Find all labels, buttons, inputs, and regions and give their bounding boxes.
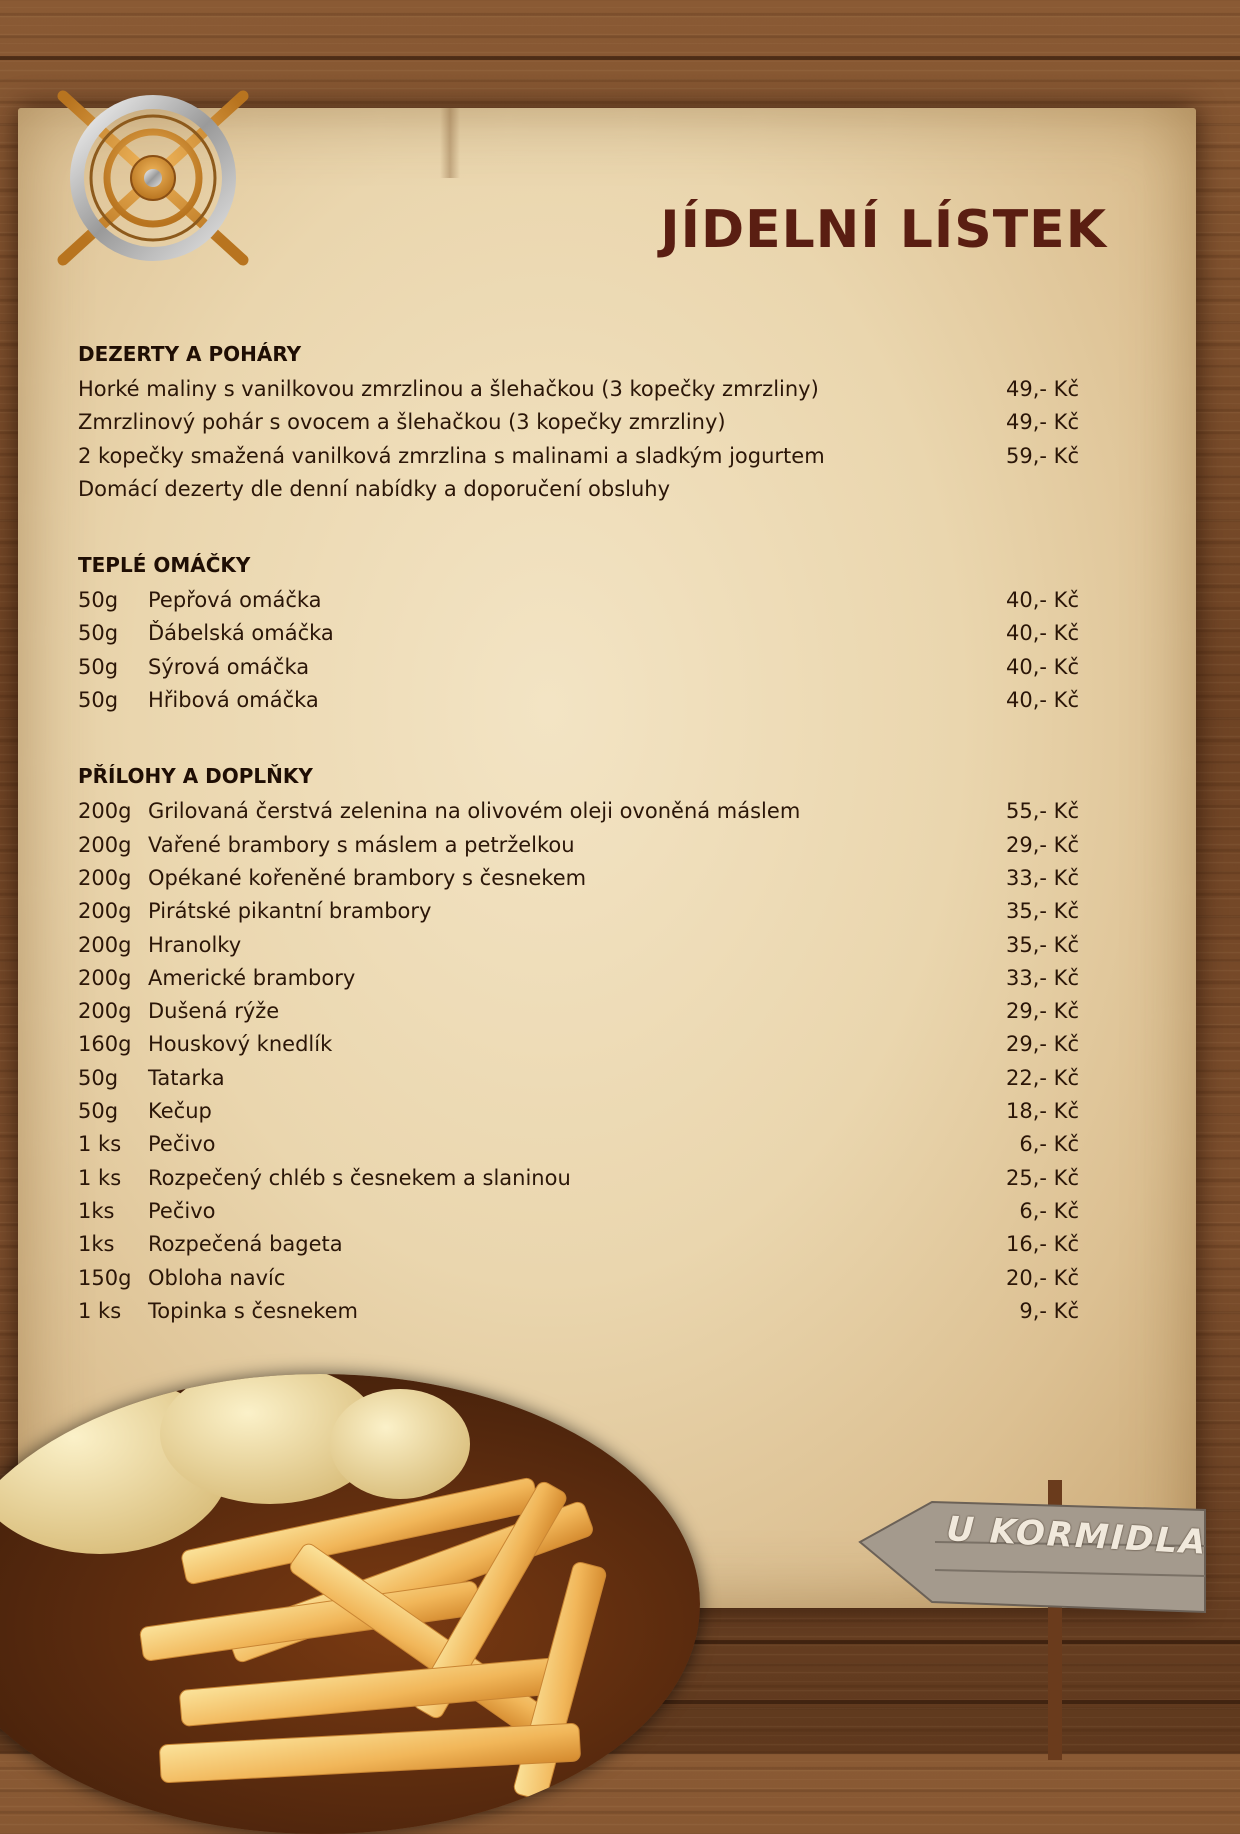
item-price: 22,- Kč bbox=[1006, 1065, 1079, 1090]
item-quantity: 1ks bbox=[78, 1232, 115, 1257]
item-name: 2 kopečky smažená vanilková zmrzlina s malinami a sladkým jogurtem bbox=[78, 443, 825, 468]
item-name: Americké brambory bbox=[148, 965, 356, 990]
item-name: Pečivo bbox=[148, 1198, 216, 1223]
item-name: Horké maliny s vanilkovou zmrzlinou a šlehačkou (3 kopečky zmrzliny) bbox=[78, 377, 819, 401]
item-price: 40,- Kč bbox=[1006, 621, 1079, 646]
menu-item bbox=[78, 1095, 1079, 1128]
item-quantity: 1 ks bbox=[78, 1132, 122, 1157]
item-price: 49,- Kč bbox=[1006, 410, 1079, 435]
section-title: DEZERTY A POHÁRY bbox=[78, 342, 302, 366]
item-name: Vařené brambory s máslem a petrželkou bbox=[148, 832, 575, 857]
menu-item bbox=[78, 473, 1079, 506]
signpost bbox=[855, 1480, 1240, 1760]
menu-section-desserts bbox=[78, 340, 1079, 506]
menu-item bbox=[78, 1062, 1079, 1095]
item-name: Grilovaná čerstvá zelenina na olivovém oleji ovoněná máslem bbox=[148, 799, 801, 824]
menu-item bbox=[78, 962, 1079, 995]
item-name: Rozpečený chléb s česnekem a slaninou bbox=[148, 1165, 571, 1190]
menu-item bbox=[78, 862, 1079, 895]
item-price: 6,- Kč bbox=[1019, 1132, 1079, 1157]
item-quantity: 50g bbox=[78, 688, 119, 713]
item-name: Kečup bbox=[148, 1099, 212, 1124]
menu-item bbox=[78, 1262, 1079, 1295]
item-name: Hřibová omáčka bbox=[148, 688, 319, 713]
item-price: 29,- Kč bbox=[1006, 999, 1079, 1024]
item-name: Pirátské pikantní brambory bbox=[148, 899, 432, 924]
item-quantity: 1 ks bbox=[78, 1165, 122, 1190]
item-name: Hranolky bbox=[148, 932, 242, 957]
menu-title: JÍDELNÍ LÍSTEK bbox=[660, 200, 1107, 260]
section-title: TEPLÉ OMÁČKY bbox=[78, 553, 251, 578]
menu-item bbox=[78, 795, 1079, 828]
item-price: 59,- Kč bbox=[1006, 443, 1079, 468]
menu-item bbox=[78, 373, 1079, 406]
item-price: 40,- Kč bbox=[1006, 654, 1079, 679]
menu-item bbox=[78, 1228, 1079, 1261]
item-quantity: 50g bbox=[78, 1099, 119, 1124]
item-price: 55,- Kč bbox=[1006, 799, 1079, 824]
menu-item bbox=[78, 1162, 1079, 1195]
item-price: 35,- Kč bbox=[1006, 932, 1079, 957]
item-quantity: 200g bbox=[78, 865, 132, 890]
item-price: 40,- Kč bbox=[1006, 588, 1079, 613]
menu-item bbox=[78, 1028, 1079, 1061]
item-name: Domácí dezerty dle denní nabídky a doporučení obsluhy bbox=[78, 476, 671, 501]
menu-item bbox=[78, 995, 1079, 1028]
item-name: Opékané kořeněné brambory s česnekem bbox=[148, 865, 587, 890]
item-name: Rozpečená bageta bbox=[148, 1232, 343, 1257]
menu-item bbox=[78, 1128, 1079, 1161]
item-name: Obloha navíc bbox=[148, 1265, 286, 1290]
item-price: 33,- Kč bbox=[1006, 965, 1079, 990]
menu-section-sauces bbox=[78, 551, 1079, 717]
item-name: Pepřová omáčka bbox=[148, 588, 322, 613]
item-name: Zmrzlinový pohár s ovocem a šlehačkou (3 kopečky zmrzliny) bbox=[78, 410, 726, 435]
item-quantity: 50g bbox=[78, 621, 119, 646]
item-quantity: 50g bbox=[78, 654, 119, 679]
paper-tear bbox=[440, 108, 460, 178]
item-price: 29,- Kč bbox=[1006, 832, 1079, 857]
menu-item bbox=[78, 440, 1079, 473]
item-name: Ďábelská omáčka bbox=[148, 621, 334, 646]
item-quantity: 1 ks bbox=[78, 1298, 122, 1323]
item-price: 25,- Kč bbox=[1006, 1165, 1079, 1190]
item-quantity: 200g bbox=[78, 832, 132, 857]
item-name: Topinka s česnekem bbox=[148, 1298, 358, 1323]
menu-item bbox=[78, 584, 1079, 617]
menu-item bbox=[78, 929, 1079, 962]
item-quantity: 200g bbox=[78, 799, 132, 824]
ship-wheel-icon bbox=[16, 58, 290, 298]
item-quantity: 50g bbox=[78, 588, 119, 613]
item-name: Pečivo bbox=[148, 1132, 216, 1157]
menu-item bbox=[78, 1295, 1079, 1328]
item-price: 6,- Kč bbox=[1019, 1198, 1079, 1223]
item-quantity: 160g bbox=[78, 1032, 132, 1057]
item-price: 9,- Kč bbox=[1019, 1298, 1079, 1323]
section-title: PŘÍLOHY A DOPLŇKY bbox=[78, 764, 313, 789]
item-price: 18,- Kč bbox=[1006, 1099, 1079, 1124]
item-price: 49,- Kč bbox=[1006, 377, 1079, 401]
item-name: Houskový knedlík bbox=[148, 1032, 333, 1057]
sign-text: U KORMIDLA bbox=[945, 1509, 1209, 1563]
menu-list bbox=[78, 340, 1079, 1373]
item-quantity: 200g bbox=[78, 899, 132, 924]
menu-section-sides bbox=[78, 762, 1079, 1328]
menu-item bbox=[78, 406, 1079, 439]
item-quantity: 1ks bbox=[78, 1198, 115, 1223]
item-price: 40,- Kč bbox=[1006, 688, 1079, 713]
menu-item bbox=[78, 895, 1079, 928]
item-price: 29,- Kč bbox=[1006, 1032, 1079, 1057]
item-quantity: 200g bbox=[78, 932, 132, 957]
menu-item bbox=[78, 1195, 1079, 1228]
item-price: 16,- Kč bbox=[1006, 1232, 1079, 1257]
item-price: 20,- Kč bbox=[1006, 1265, 1079, 1290]
item-quantity: 200g bbox=[78, 965, 132, 990]
item-quantity: 150g bbox=[78, 1265, 132, 1290]
item-name: Sýrová omáčka bbox=[148, 654, 310, 679]
menu-item bbox=[78, 684, 1079, 717]
item-name: Tatarka bbox=[148, 1065, 225, 1090]
item-price: 33,- Kč bbox=[1006, 865, 1079, 890]
menu-item bbox=[78, 651, 1079, 684]
item-name: Dušená rýže bbox=[148, 999, 280, 1024]
menu-item bbox=[78, 829, 1079, 862]
item-price: 35,- Kč bbox=[1006, 899, 1079, 924]
item-quantity: 50g bbox=[78, 1065, 119, 1090]
menu-item bbox=[78, 617, 1079, 650]
item-quantity: 200g bbox=[78, 999, 132, 1024]
